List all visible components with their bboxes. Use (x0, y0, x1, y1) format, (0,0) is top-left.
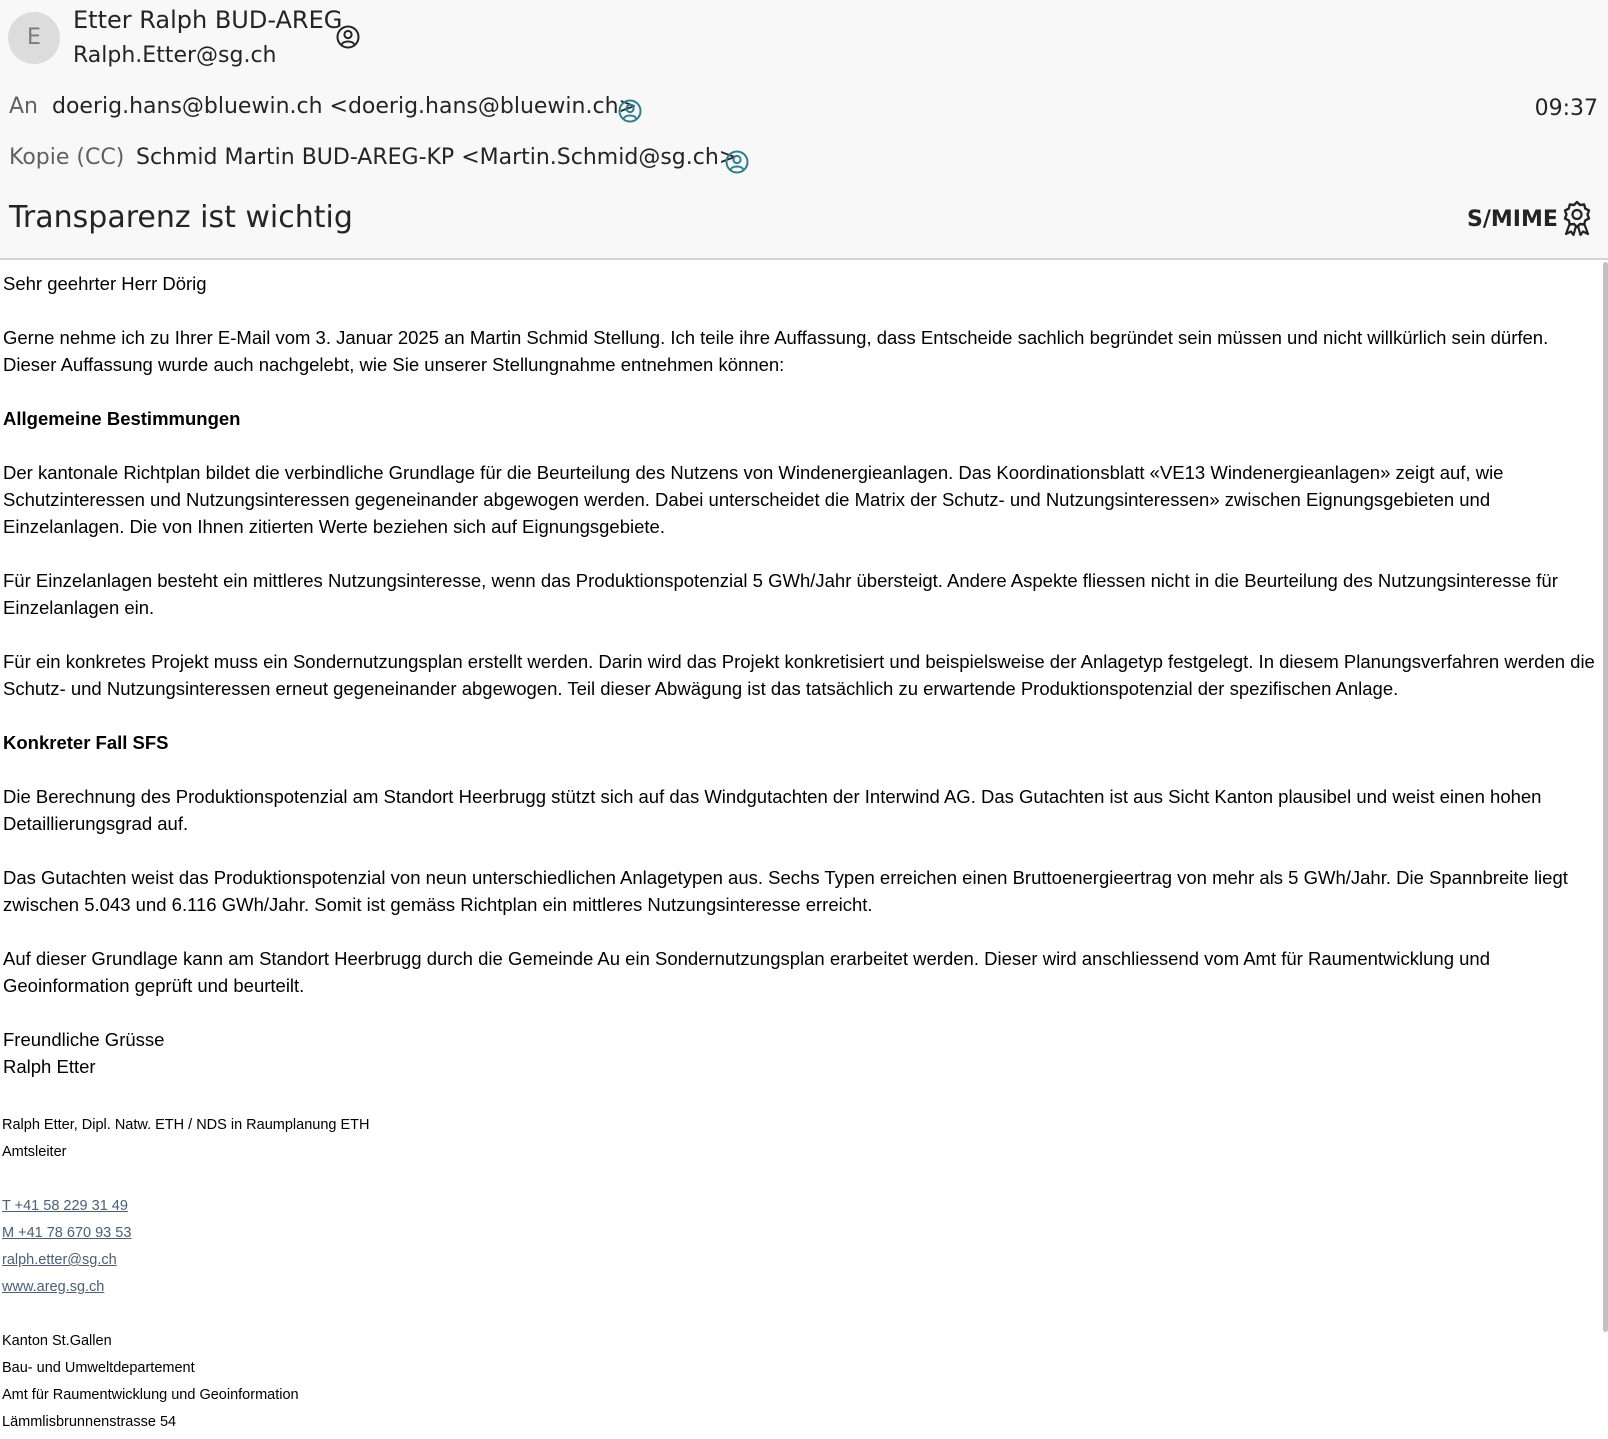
scrollbar[interactable] (1603, 262, 1608, 1332)
signature-role: Amtsleiter (2, 1144, 67, 1160)
paragraph-einzelanlagen: Für Einzelanlagen besteht ein mittleres Nutzungsinteresse, wenn das Produktionspotenzial 5 GWh/Jahr übersteigt. Andere Aspekte fliessen nicht in die Beurteilung des Nutzungsinteresse für Einzelanlagen ein. (3, 570, 1558, 618)
signature-mobile-link[interactable]: M +41 78 670 93 53 (2, 1225, 132, 1241)
signature-org-canton: Kanton St.Gallen (2, 1333, 112, 1349)
sender-name[interactable]: Etter Ralph BUD-AREG (73, 6, 343, 34)
to-label: An (9, 94, 38, 119)
message-header (0, 0, 1608, 260)
cc-contact-icon[interactable] (724, 149, 750, 175)
signature-phone-link[interactable]: T +41 58 229 31 49 (2, 1198, 128, 1214)
cc-recipient[interactable]: Schmid Martin BUD-AREG-KP <Martin.Schmid@sg.ch> (136, 145, 738, 170)
message-time: 09:37 (1534, 96, 1598, 121)
signature-org-office: Amt für Raumentwicklung und Geoinformation (2, 1387, 299, 1403)
signature-web-link[interactable]: www.areg.sg.ch (2, 1279, 105, 1295)
heading-concrete-case: Konkreter Fall SFS (3, 732, 169, 753)
sender-avatar[interactable]: E (8, 12, 60, 64)
heading-general-provisions: Allgemeine Bestimmungen (3, 408, 241, 429)
sender-email[interactable]: Ralph.Etter@sg.ch (73, 43, 277, 68)
signature-name-title: Ralph Etter, Dipl. Natw. ETH / NDS in Raumplanung ETH (2, 1117, 370, 1133)
to-recipient[interactable]: doerig.hans@bluewin.ch <doerig.hans@bluewin.ch> (52, 94, 637, 119)
paragraph-richtplan: Der kantonale Richtplan bildet die verbindliche Grundlage für die Beurteilung des Nutzens von Windenergieanlagen. Das Koordinationsblatt «VE13 Windenergieanlagen» zeigt auf, wie Schutzinteressen und Nutzungsinteressen gegeneinander abgewogen werden. Dabei unterscheidet die Matrix der Schutz- und Nutzungsinteressen» zwischen Eignungsgebieten und Einzelanlagen. Die von Ihnen zitierten Werte beziehen sich auf Eignungsgebiete. (3, 462, 1504, 537)
signature-street: Lämmlisbrunnenstrasse 54 (2, 1414, 177, 1430)
paragraph-berechnung: Die Berechnung des Produktionspotenzial am Standort Heerbrugg stützt sich auf das Windgutachten der Interwind AG. Das Gutachten ist aus Sicht Kanton plausibel und weist einen hohen Detaillierungsgrad auf. (3, 786, 1542, 834)
signature-email-link[interactable]: ralph.etter@sg.ch (2, 1252, 117, 1268)
certificate-ribbon-icon[interactable] (1560, 200, 1594, 236)
message-body (3, 270, 1603, 1080)
paragraph-gutachten: Das Gutachten weist das Produktionspotenzial von neun unterschiedlichen Anlagetypen aus. Sechs Typen erreichen einen Bruttoenergieertrag von mehr als 5 GWh/Jahr. Die Spannbreite liegt zwischen 5.043 und 6.116 GWh/Jahr. Somit ist gemäss Richtplan ein mittleres Nutzungsinteresse erreicht. (3, 867, 1568, 915)
closing-name: Ralph Etter (3, 1056, 96, 1077)
message-subject: Transparenz ist wichtig (9, 200, 353, 235)
recipient-contact-icon[interactable] (617, 98, 643, 124)
greeting: Sehr geehrter Herr Dörig (3, 273, 207, 294)
closing: Freundliche Grüsse (3, 1029, 165, 1050)
paragraph-intro: Gerne nehme ich zu Ihrer E-Mail vom 3. Januar 2025 an Martin Schmid Stellung. Ich teile ihre Auffassung, dass Entscheide sachlich begründet sein müssen und nicht willkürlich sein dürfen. Dieser Auffassung wurde auch nachgelebt, wie Sie unserer Stellungnahme entnehmen können: (3, 327, 1549, 375)
contact-card-icon[interactable] (335, 24, 361, 50)
signature-org-department: Bau- und Umweltdepartement (2, 1360, 195, 1376)
paragraph-sondernutzungsplan: Für ein konkretes Projekt muss ein Sondernutzungsplan erstellt werden. Darin wird das Projekt konkretisiert und beispielsweise der Anlagetyp festgelegt. In diesem Planungsverfahren werden die Schutz- und Nutzungsinteressen erneut gegeneinander abgewogen. Teil dieser Abwägung ist das tatsächlich zu erwartende Produktionspotenzial der spezifischen Anlage. (3, 651, 1595, 699)
signature (2, 1112, 902, 1436)
smime-label[interactable]: S/MIME (1467, 207, 1558, 232)
paragraph-grundlage: Auf dieser Grundlage kann am Standort Heerbrugg durch die Gemeinde Au ein Sondernutzungsplan erarbeitet werden. Dieser wird anschliessend vom Amt für Raumentwicklung und Geoinformation geprüft und beurteilt. (3, 948, 1491, 996)
cc-label: Kopie (CC) (9, 145, 125, 170)
